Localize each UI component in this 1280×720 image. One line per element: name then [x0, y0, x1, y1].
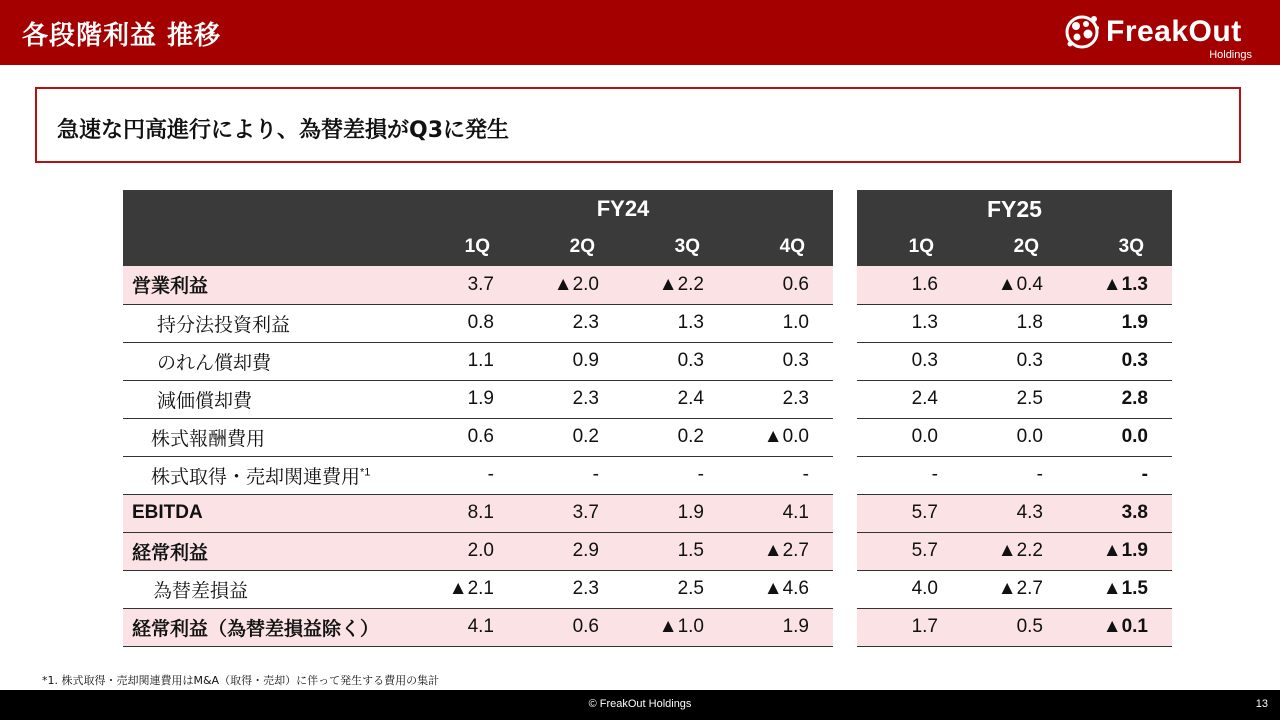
table-cell: 1.7	[857, 608, 962, 646]
table-cell: 0.6	[518, 608, 623, 646]
group-gap	[833, 190, 857, 228]
table-cell: 0.0	[962, 418, 1067, 456]
table-cell: 1.3	[857, 304, 962, 342]
table-cell: -	[728, 456, 833, 494]
freakout-logo-mark-icon	[1062, 11, 1102, 51]
company-logo	[1062, 7, 1252, 61]
footnote-ref: *1	[360, 466, 371, 479]
row-label: 為替差損益	[123, 570, 413, 608]
table-corner	[123, 228, 413, 266]
table-cell: 0.6	[413, 418, 518, 456]
table-cell: 2.5	[623, 570, 728, 608]
table-cell: 0.8	[413, 304, 518, 342]
col-header: 2Q	[518, 228, 623, 266]
group-header-fy24: FY24	[413, 190, 833, 228]
table-cell: 1.3	[623, 304, 728, 342]
group-gap	[833, 418, 857, 456]
table-cell: 1.0	[728, 304, 833, 342]
table-cell: ▲2.7	[728, 532, 833, 570]
title-bar	[0, 0, 1280, 65]
table-row	[123, 608, 1172, 646]
table-cell: 0.3	[623, 342, 728, 380]
group-gap	[833, 342, 857, 380]
row-label: 経常利益（為替差損益除く）	[123, 608, 413, 646]
table-cell: 5.7	[857, 494, 962, 532]
table-row	[123, 456, 1172, 494]
table-cell: 0.3	[962, 342, 1067, 380]
table-cell: 4.1	[413, 608, 518, 646]
table-cell: 0.0	[857, 418, 962, 456]
table-cell: 0.2	[623, 418, 728, 456]
table-cell: 0.0	[1067, 418, 1172, 456]
footnote: *1. 株式取得・売却関連費用はM&A（取得・売却）に伴って発生する費用の集計	[42, 674, 440, 687]
group-gap	[833, 228, 857, 266]
table-cell: 8.1	[413, 494, 518, 532]
table-cell: ▲1.9	[1067, 532, 1172, 570]
table-cell: 2.4	[623, 380, 728, 418]
table-cell: 2.5	[962, 380, 1067, 418]
row-label	[123, 456, 413, 494]
table-cell: -	[1067, 456, 1172, 494]
key-message-box	[35, 87, 1241, 163]
table-cell: 1.9	[413, 380, 518, 418]
table-cell: 2.8	[1067, 380, 1172, 418]
table-cell: 0.2	[518, 418, 623, 456]
table-cell: 0.6	[728, 266, 833, 304]
table-cell: 2.0	[413, 532, 518, 570]
table-cell: ▲0.1	[1067, 608, 1172, 646]
table-cell: 1.6	[857, 266, 962, 304]
col-header: 1Q	[857, 228, 962, 266]
group-gap	[833, 494, 857, 532]
table-cell: ▲2.7	[962, 570, 1067, 608]
table-cell: 2.3	[518, 570, 623, 608]
table-cell: ▲2.1	[413, 570, 518, 608]
group-gap	[833, 570, 857, 608]
table-row	[123, 418, 1172, 456]
logo-brand-text: FreakOut	[1106, 15, 1242, 48]
table-cell: -	[857, 456, 962, 494]
table-cell: ▲1.3	[1067, 266, 1172, 304]
table-cell: ▲4.6	[728, 570, 833, 608]
table-cell: ▲2.2	[623, 266, 728, 304]
copyright: © FreakOut Holdings	[588, 698, 692, 710]
table-row	[123, 570, 1172, 608]
profit-table	[123, 190, 1172, 647]
group-gap	[833, 304, 857, 342]
table-cell: 4.1	[728, 494, 833, 532]
row-label: 営業利益	[123, 266, 413, 304]
table-cell: 2.3	[518, 380, 623, 418]
table-cell: ▲1.5	[1067, 570, 1172, 608]
table-cell: -	[962, 456, 1067, 494]
table-cell: 2.3	[518, 304, 623, 342]
table-cell: 0.9	[518, 342, 623, 380]
table-cell: 1.1	[413, 342, 518, 380]
table-cell: -	[623, 456, 728, 494]
group-gap	[833, 266, 857, 304]
row-label: 株式報酬費用	[123, 418, 413, 456]
table-cell: ▲0.0	[728, 418, 833, 456]
group-gap	[833, 532, 857, 570]
table-cell: 1.8	[962, 304, 1067, 342]
table-cell: 0.5	[962, 608, 1067, 646]
table-cell: 1.9	[728, 608, 833, 646]
row-label: 減価償却費	[123, 380, 413, 418]
table-row	[123, 532, 1172, 570]
logo-sub-text: Holdings	[1209, 49, 1252, 61]
table-cell: 0.3	[728, 342, 833, 380]
table-cell: 0.3	[1067, 342, 1172, 380]
table-cell: 3.8	[1067, 494, 1172, 532]
table-cell: ▲1.0	[623, 608, 728, 646]
table-cell: -	[413, 456, 518, 494]
group-header-fy25: FY25	[857, 190, 1172, 228]
group-gap	[833, 608, 857, 646]
table-cell: 2.4	[857, 380, 962, 418]
table-row	[123, 494, 1172, 532]
footer-bar	[0, 690, 1280, 720]
table-row	[123, 342, 1172, 380]
table-row	[123, 304, 1172, 342]
col-header: 3Q	[623, 228, 728, 266]
row-label: のれん償却費	[123, 342, 413, 380]
group-gap	[833, 380, 857, 418]
table-cell: ▲2.0	[518, 266, 623, 304]
row-label: 持分法投資利益	[123, 304, 413, 342]
table-row	[123, 266, 1172, 304]
table-cell: 4.0	[857, 570, 962, 608]
row-label-text: 株式取得・売却関連費用	[151, 466, 361, 488]
table-corner	[123, 190, 413, 228]
table-cell: 1.9	[623, 494, 728, 532]
table-cell: 0.3	[857, 342, 962, 380]
table-cell: ▲2.2	[962, 532, 1067, 570]
table-cell: 3.7	[413, 266, 518, 304]
col-header: 3Q	[1067, 228, 1172, 266]
col-header: 1Q	[413, 228, 518, 266]
key-message-text: 急速な円高進行により、為替差損がQ3に発生	[57, 118, 510, 143]
table-cell: 4.3	[962, 494, 1067, 532]
page-number: 13	[1255, 698, 1268, 710]
table-row	[123, 380, 1172, 418]
table-cell: 1.9	[1067, 304, 1172, 342]
table-cell: 1.5	[623, 532, 728, 570]
table-cell: 2.3	[728, 380, 833, 418]
table-cell: 5.7	[857, 532, 962, 570]
table-cell: ▲0.4	[962, 266, 1067, 304]
col-header: 2Q	[962, 228, 1067, 266]
table-cell: 3.7	[518, 494, 623, 532]
page-title: 各段階利益 推移	[22, 21, 222, 51]
row-label: 経常利益	[123, 532, 413, 570]
table-cell: -	[518, 456, 623, 494]
row-label: EBITDA	[123, 494, 413, 532]
group-gap	[833, 456, 857, 494]
table-cell: 2.9	[518, 532, 623, 570]
col-header: 4Q	[728, 228, 833, 266]
